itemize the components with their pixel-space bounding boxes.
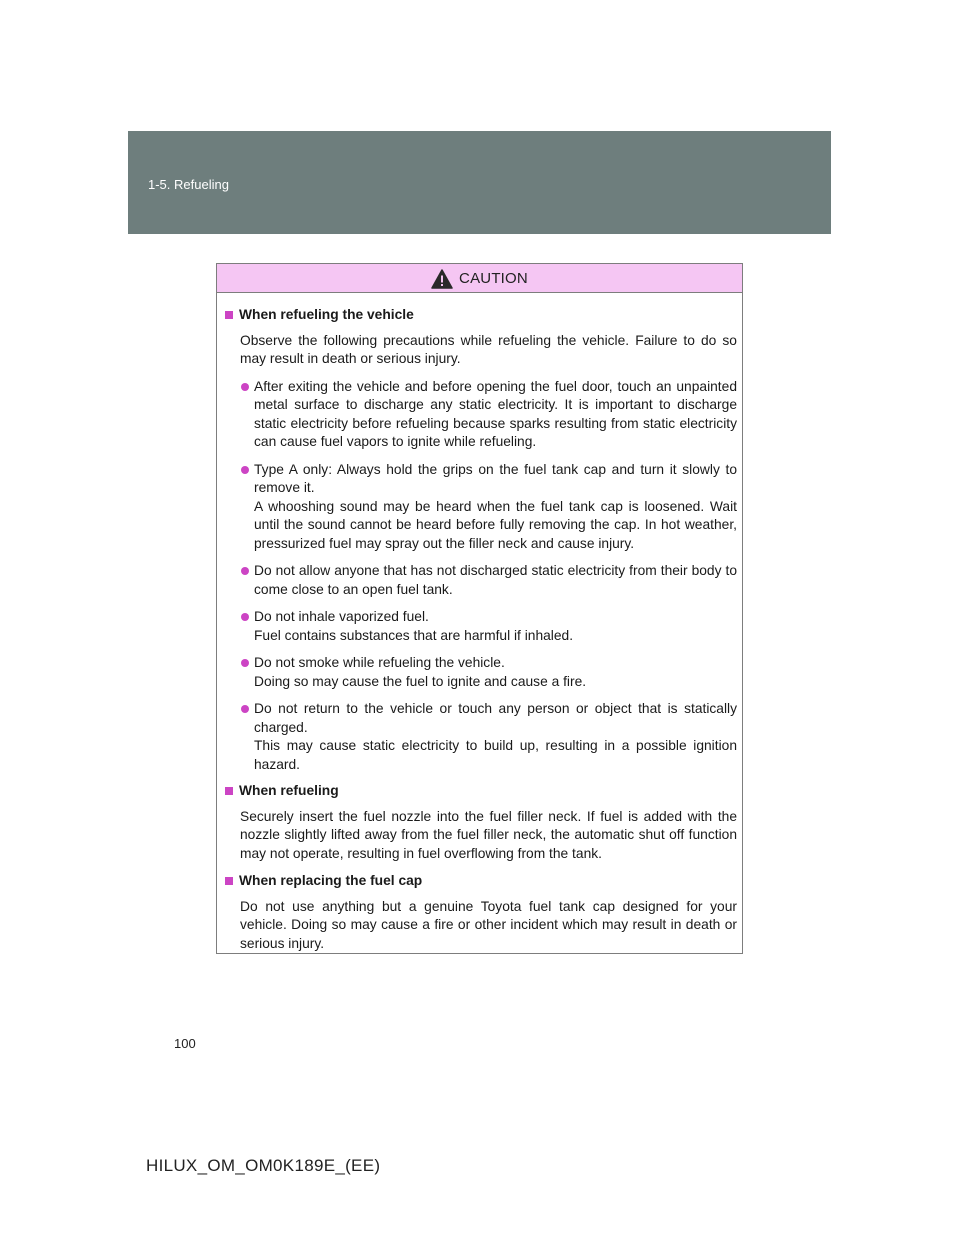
caution-body [217, 293, 742, 953]
square-bullet-icon [225, 787, 233, 795]
list-item: Type A only: Always hold the grips on the fuel tank cap and turn it slowly to remove it. A whooshing sound may be heard when the fuel tank cap is loosened. Wait until the sound cannot be heard before fully removing the cap. In hot weather, pressurized fuel may spray out the filler neck and cause injury. [225, 461, 737, 554]
section-heading: When replacing the fuel cap [225, 872, 737, 891]
caution-label: CAUTION [459, 269, 528, 287]
document-code: HILUX_OM_OM0K189E_(EE) [146, 1156, 381, 1175]
section-text: Observe the following precautions while refueling the vehicle. Failure to do so may result in death or serious injury. [240, 332, 737, 366]
section-title: 1-5. Refueling [148, 177, 229, 192]
list-item: Do not smoke while refueling the vehicle. Doing so may cause the fuel to ignite and cause a fire. [225, 654, 737, 691]
round-bullet-icon [241, 567, 249, 575]
list-item: After exiting the vehicle and before opening the fuel door, touch an unpainted metal surface to discharge any static electricity. It is important to discharge static electricity before refueling because sparks resulting from static electricity can cause fuel vapors to ignite while refueling. [225, 378, 737, 452]
square-bullet-icon [225, 877, 233, 885]
list-item: Do not inhale vaporized fuel. Fuel contains substances that are harmful if inhaled. [225, 608, 737, 645]
caution-box [216, 263, 743, 954]
round-bullet-icon [241, 613, 249, 621]
section-heading: When refueling the vehicle [225, 306, 737, 325]
warning-triangle-icon [431, 269, 453, 289]
list-item: Do not return to the vehicle or touch any person or object that is statically charged. This may cause static electricity to build up, resulting in a possible ignition hazard. [225, 700, 737, 774]
square-bullet-icon [225, 311, 233, 319]
header-band [128, 131, 831, 234]
caution-header [217, 264, 742, 293]
page-number: 100 [174, 1036, 196, 1051]
section-text: Securely insert the fuel nozzle into the fuel filler neck. If fuel is added with the nozzle slightly lifted away from the fuel filler neck, the automatic shut off function may not operate, resulting in fuel overflowing from the tank. [240, 808, 737, 861]
round-bullet-icon [241, 659, 249, 667]
round-bullet-icon [241, 383, 249, 391]
section-heading: When refueling [225, 782, 737, 801]
round-bullet-icon [241, 705, 249, 713]
round-bullet-icon [241, 466, 249, 474]
list-item: Do not allow anyone that has not discharged static electricity from their body to come close to an open fuel tank. [225, 562, 737, 599]
section-text: Do not use anything but a genuine Toyota fuel tank cap designed for your vehicle. Doing so may cause a fire or other incident which may result in death or serious injury. [240, 898, 737, 951]
